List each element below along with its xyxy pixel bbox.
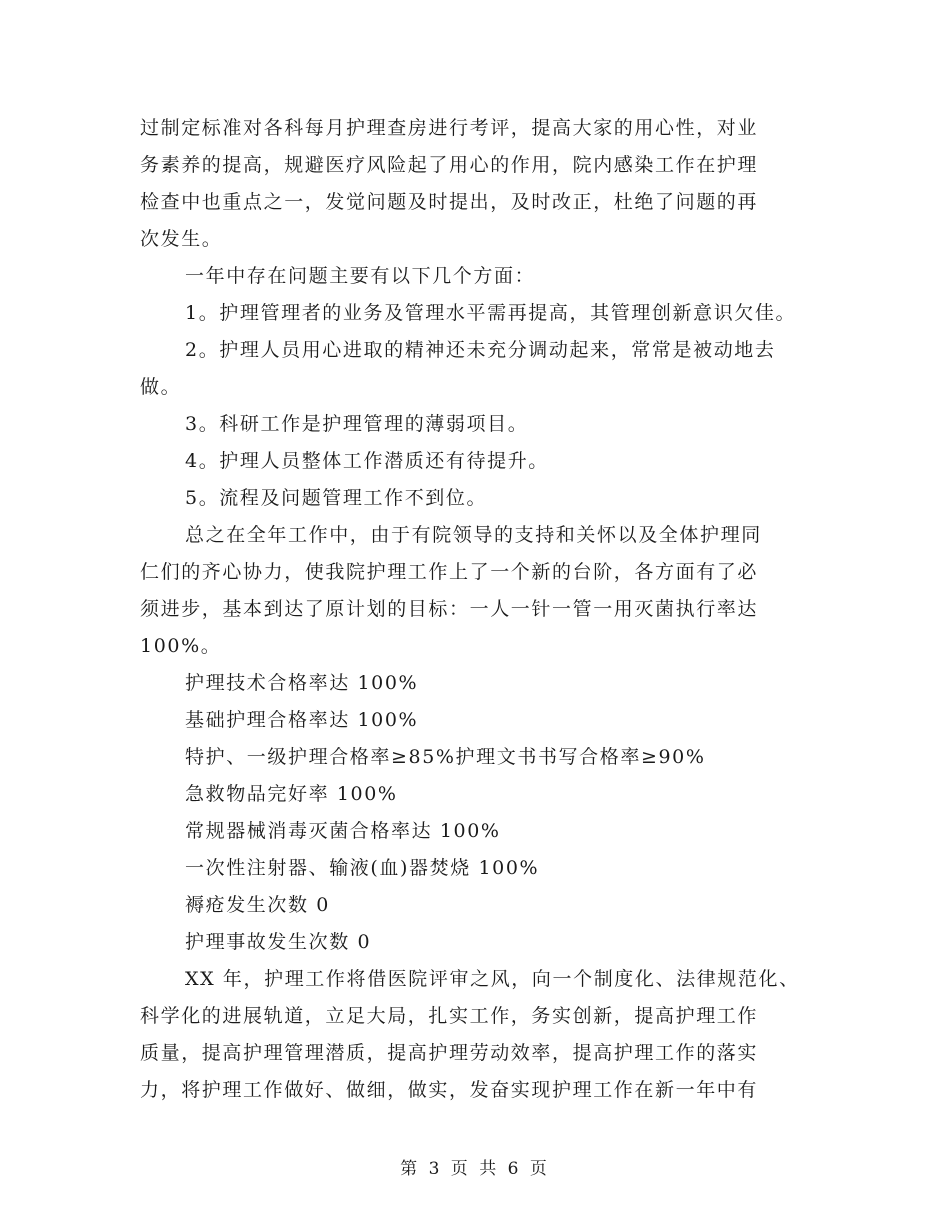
text-line: 次发生。 <box>140 228 223 250</box>
text-line: 检查中也重点之一，发觉问题及时提出，及时改正，杜绝了问题的再 <box>140 191 759 213</box>
list-item: 4。护理人员整体工作潜质还有待提升。 <box>185 450 549 472</box>
document-body <box>140 110 820 1109</box>
text-line: 过制定标准对各科每月护理查房进行考评，提高大家的用心性，对业 <box>140 117 759 139</box>
list-item: 5。流程及问题管理工作不到位。 <box>185 487 488 509</box>
text-line: 100%。 <box>140 635 222 657</box>
list-item: 2。护理人员用心进取的精神还未充分调动起来，常常是被动地去 <box>185 339 776 361</box>
text-line: 力，将护理工作做好、做细，做实，发奋实现护理工作在新一年中有 <box>140 1079 759 1101</box>
text-line: 仁们的齐心协力，使我院护理工作上了一个新的台阶，各方面有了必 <box>140 561 759 583</box>
metric-line: 急救物品完好率 100% <box>185 783 398 805</box>
text-line: 质量，提高护理管理潜质，提高护理劳动效率，提高护理工作的落实 <box>140 1042 759 1064</box>
text-line: 科学化的进展轨道，立足大局，扎实工作，务实创新，提高护理工作 <box>140 1005 759 1027</box>
metric-line: 褥疮发生次数 0 <box>185 894 330 916</box>
page-number-footer: 第 3 页 共 6 页 <box>400 1159 550 1179</box>
paragraph-start: XX 年，护理工作将借医院评审之风，向一个制度化、法律规范化、 <box>185 968 800 990</box>
text-line: 须进步，基本到达了原计划的目标：一人一针一管一用灭菌执行率达 <box>140 598 759 620</box>
list-item: 1。护理管理者的业务及管理水平需再提高，其管理创新意识欠佳。 <box>185 302 797 324</box>
metric-line: 护理事故发生次数 0 <box>185 931 372 953</box>
metric-line: 基础护理合格率达 100% <box>185 709 419 731</box>
list-item: 3。科研工作是护理管理的薄弱项目。 <box>185 413 529 435</box>
metric-line: 护理技术合格率达 100% <box>185 672 419 694</box>
paragraph-start: 一年中存在问题主要有以下几个方面： <box>185 265 536 287</box>
text-line: 做。 <box>140 376 182 398</box>
metric-line: 常规器械消毒灭菌合格率达 100% <box>185 820 501 842</box>
paragraph-start: 总之在全年工作中，由于有院领导的支持和关怀以及全体护理同 <box>185 524 762 546</box>
metric-line: 特护、一级护理合格率≥85%护理文书书写合格率≥90% <box>185 746 706 768</box>
metric-line: 一次性注射器、输液(血)器焚烧 100% <box>185 857 540 879</box>
text-line: 务素养的提高，规避医疗风险起了用心的作用，院内感染工作在护理 <box>140 154 759 176</box>
